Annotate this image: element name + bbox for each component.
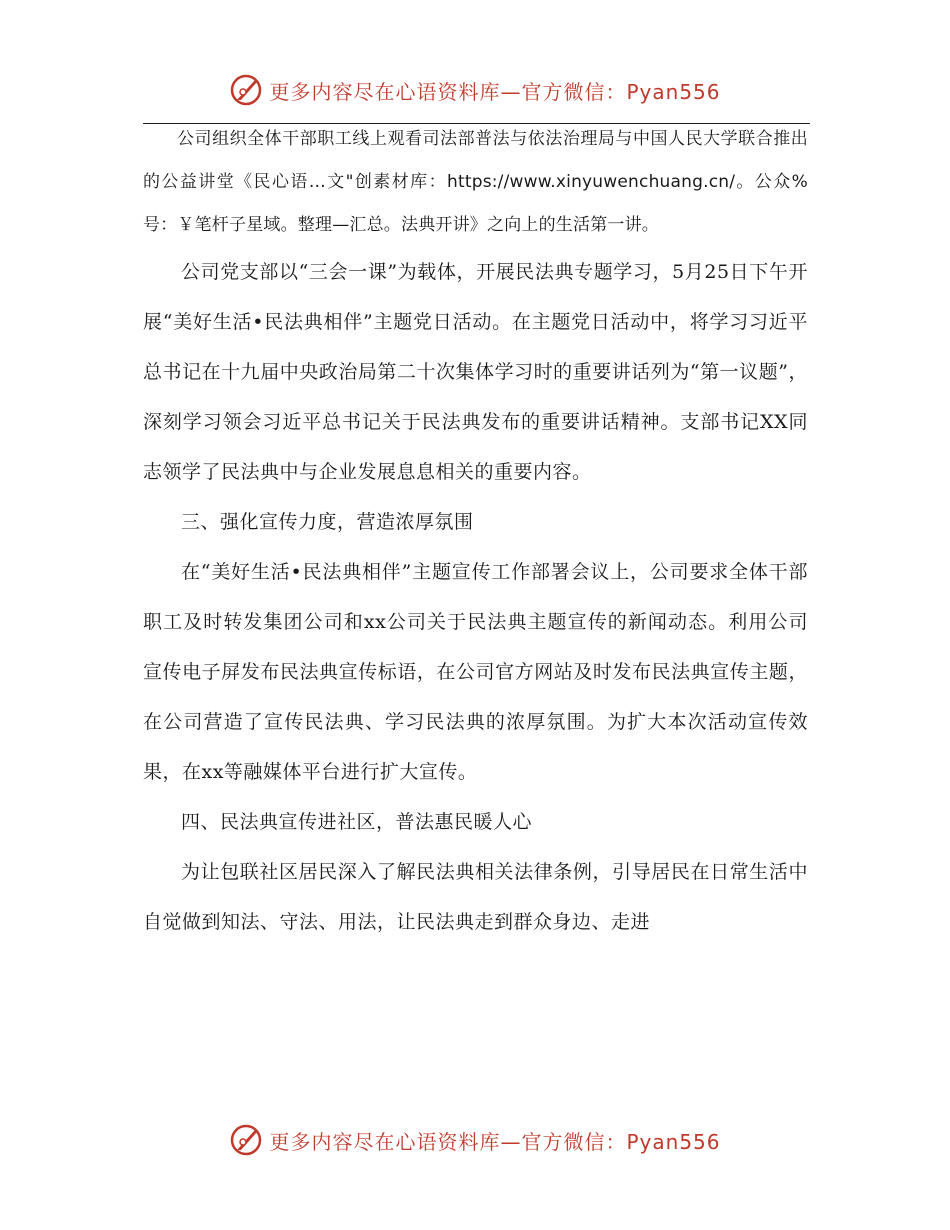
watermark-text: 更多内容尽在心语资料库—官方微信：Pyan556 [269, 79, 721, 104]
watermark-footer [0, 1120, 950, 1160]
paragraph-1: 公司组织全体干部职工线上观看司法部普法与依法治理局与中国人民大学联合推出的公益讲堂《民心语…文"创素材库：https://www.xinyuwenchuang.cn/。公众%号：￥笔杆子星域。整理—汇总。法典开讲》之向上的生活第一讲。 [143, 129, 808, 235]
quill-logo-icon [229, 1122, 265, 1158]
paragraph-3: 在“美好生活•民法典相伴”主题宣传工作部署会议上，公司要求全体干部职工及时转发集团公司和xx公司关于民法典主题宣传的新闻动态。利用公司宣传电子屏发布民法典宣传标语，在公司官方网站及时发布民法典宣传主题，在公司营造了宣传民法典、学习民法典的浓厚氛围。为扩大本次活动宣传效果，在xx等融媒体平台进行扩大宣传。 [143, 561, 808, 783]
quill-logo-icon [229, 72, 265, 108]
wechat-id: Pyan556 [626, 1129, 721, 1154]
paragraph-2: 公司党支部以“三会一课”为载体，开展民法典专题学习，5月25日下午开展“美好生活•民法典相伴”主题党日活动。在主题党日活动中，将学习习近平总书记在十九届中央政治局第二十次集体学习时的重要讲话列为“第一议题”，深刻学习领会习近平总书记关于民法典发布的重要讲话精神。支部书记XX同志领学了民法典中与企业发展息息相关的重要内容。 [143, 261, 808, 483]
section-heading-3: 三、强化宣传力度，营造浓厚氛围 [181, 511, 474, 533]
wechat-id: Pyan556 [626, 79, 721, 104]
watermark-header [0, 70, 950, 110]
watermark-text: 更多内容尽在心语资料库—官方微信：Pyan556 [269, 1129, 721, 1154]
document-body [143, 118, 808, 947]
paragraph-4: 为让包联社区居民深入了解民法典相关法律条例，引导居民在日常生活中自觉做到知法、守法、用法，让民法典走到群众身边、走进 [143, 861, 808, 933]
section-heading-4: 四、民法典宣传进社区，普法惠民暖人心 [181, 811, 533, 833]
